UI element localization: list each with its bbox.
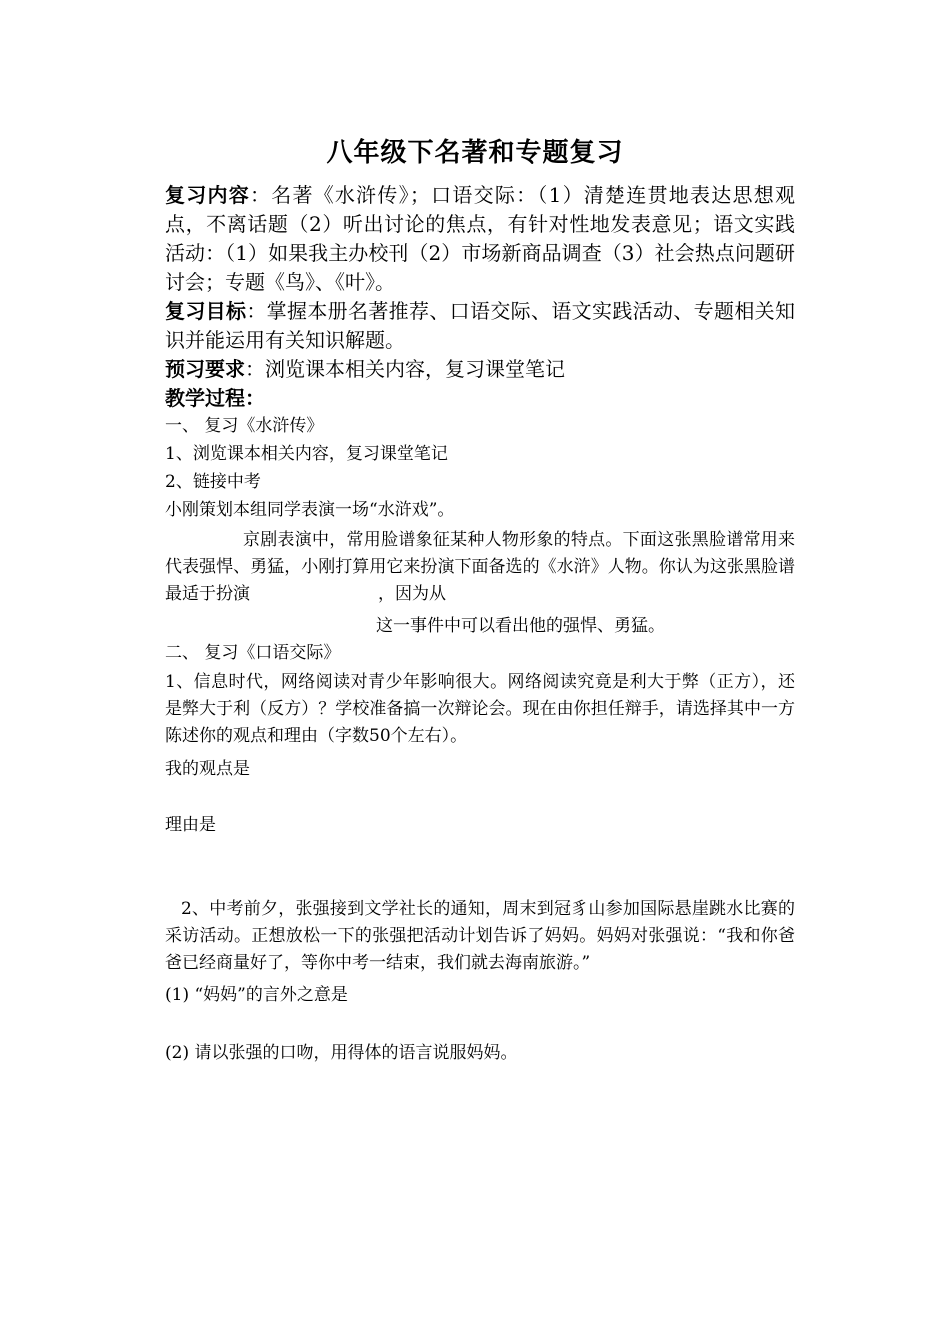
section2-view-prompt: 我的观点是 [165,759,250,779]
section1-question-text-2: ，因为从 [378,584,446,604]
section2-question2: 2、中考前夕，张强接到文学社长的通知，周末到冠豸山参加国际悬崖跳水比赛的采访活动。正想放松一下的张强把活动计划告诉了妈妈。妈妈对张强说：“我和你爸爸已经商量好了，等你中考一结束，我们就去海南旅游。” [165,899,795,973]
preview-text: ：浏览课本相关内容，复习课堂笔记 [245,357,565,381]
section2-question2-part1: (1) “妈妈”的言外之意是 [165,985,348,1005]
section1-question-paragraph [165,527,795,608]
section2-reason-prompt: 理由是 [165,815,216,835]
document-title: 八年级下名著和专题复习 [326,138,624,168]
section2-question1: 1、信息时代，网络阅读对青少年影响很大。网络阅读究竟是利大于弊（正方），还是弊大于利（反方）？学校准备搞一次辩论会。现在由你担任辩手，请选择其中一方陈述你的观点和理由（字数50个左右）。 [165,672,795,746]
review-content-text: ：名著《水浒传》；口语交际：（1）清楚连贯地表达思想观点，不离话题（2）听出讨论的焦点，有针对性地发表意见；语文实践活动：（1）如果我主办校刊（2）市场新商品调查（3）社会热点问题研讨会；专题《鸟》、《叶》。 [165,183,795,294]
section1-question-end: 这一事件中可以看出他的强悍、勇猛。 [376,616,665,636]
process-label [165,384,795,413]
section1-heading: 一、 复习《水浒传》 [165,416,324,436]
process-label-text: 教学过程： [165,386,265,410]
section1-item2: 2、链接中考 [165,472,261,492]
section1-question-text: 京剧表演中，常用脸谱象征某种人物形象的特点。下面这张黑脸谱常用来代表强悍、勇猛，小刚打算用它来扮演下面备选的《水浒》人物。你认为这张黑脸谱最适于扮演 [165,530,795,604]
review-goal-label: 复习目标 [165,299,247,323]
section1-intro: 小刚策划本组同学表演一场“水浒戏”。 [165,500,455,520]
preview-paragraph [165,355,795,384]
preview-label: 预习要求 [165,357,245,381]
review-content-paragraph [165,181,795,297]
review-goal-text: ：掌握本册名著推荐、口语交际、语文实践活动、专题相关知识并能运用有关知识解题。 [165,299,796,352]
section1-item1: 1、浏览课本相关内容，复习课堂笔记 [165,444,448,464]
review-goal-paragraph [165,297,795,355]
section2-heading: 二、 复习《口语交际》 [165,643,341,663]
section2-question2-part2: (2) 请以张强的口吻，用得体的语言说服妈妈。 [165,1043,518,1063]
review-content-label: 复习内容 [165,183,250,207]
